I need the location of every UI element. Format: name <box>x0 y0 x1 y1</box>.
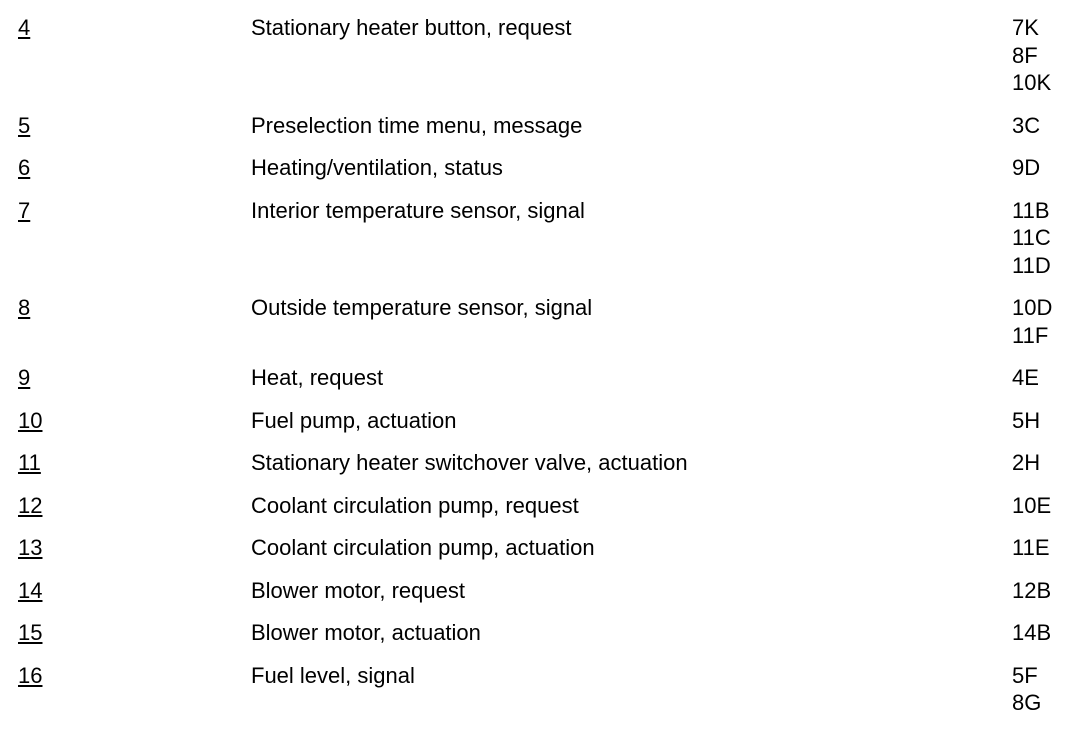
grid-coordinates <box>1012 577 1088 605</box>
grid-coordinate: 11D <box>1012 252 1051 278</box>
item-number-cell <box>0 154 251 182</box>
item-description: Heat, request <box>251 365 384 390</box>
item-number-link[interactable]: 11 <box>18 450 41 475</box>
item-number-cell <box>0 197 251 225</box>
item-description: Outside temperature sensor, signal <box>251 295 593 320</box>
grid-coordinates <box>1012 14 1088 97</box>
legend-row <box>0 577 1088 620</box>
item-number-cell <box>0 407 251 435</box>
item-number-link[interactable]: 12 <box>18 492 43 518</box>
item-number-link[interactable]: 8 <box>18 295 31 320</box>
legend-row <box>0 619 1088 662</box>
legend-row <box>0 154 1088 197</box>
item-number-cell <box>0 364 251 392</box>
grid-coordinates <box>1012 662 1088 717</box>
item-number-cell <box>0 492 251 520</box>
grid-coordinate: 5H <box>1012 407 1041 433</box>
grid-coordinate: 3C <box>1012 112 1041 138</box>
item-number-link[interactable]: 5 <box>18 112 31 138</box>
legend-row <box>0 364 1088 407</box>
item-description: Coolant circulation pump, actuation <box>251 535 595 560</box>
item-number-link[interactable]: 16 <box>18 662 43 688</box>
legend-table <box>0 14 1088 717</box>
item-description: Blower motor, request <box>251 577 465 603</box>
legend-row <box>0 492 1088 535</box>
legend-row <box>0 449 1088 492</box>
legend-row <box>0 197 1088 295</box>
grid-coordinates <box>1012 534 1088 562</box>
item-description: Stationary heater switchover valve, actuation <box>251 450 688 475</box>
grid-coordinate: 10D <box>1012 295 1053 320</box>
grid-coordinate: 4E <box>1012 365 1039 390</box>
item-number-link[interactable]: 7 <box>18 197 31 223</box>
grid-coordinates <box>1012 364 1088 392</box>
item-description: Blower motor, actuation <box>251 620 481 645</box>
item-number-link[interactable]: 14 <box>18 577 43 603</box>
grid-coordinate: 10E <box>1012 492 1052 518</box>
grid-coordinates <box>1012 449 1088 477</box>
grid-coordinate: 8F <box>1012 42 1038 68</box>
item-number-cell <box>0 294 251 322</box>
item-number-cell <box>0 619 251 647</box>
item-number-link[interactable]: 10 <box>18 407 43 433</box>
grid-coordinate: 2H <box>1012 450 1041 475</box>
grid-coordinate: 10K <box>1012 70 1052 95</box>
grid-coordinates <box>1012 619 1088 647</box>
grid-coordinate: 11C <box>1012 225 1051 250</box>
grid-coordinates <box>1012 154 1088 182</box>
item-number-link[interactable]: 9 <box>18 365 31 390</box>
legend-row <box>0 14 1088 112</box>
grid-coordinate: 5F <box>1012 662 1038 688</box>
grid-coordinates <box>1012 112 1088 140</box>
item-description: Fuel pump, actuation <box>251 407 457 433</box>
item-number-cell <box>0 534 251 562</box>
legend-row <box>0 534 1088 577</box>
grid-coordinates <box>1012 197 1088 280</box>
item-number-cell <box>0 577 251 605</box>
grid-coordinates <box>1012 407 1088 435</box>
grid-coordinate: 11F <box>1012 322 1049 348</box>
grid-coordinate: 14B <box>1012 620 1052 645</box>
legend-row <box>0 112 1088 155</box>
item-description: Coolant circulation pump, request <box>251 492 579 518</box>
legend-row <box>0 294 1088 364</box>
item-description: Stationary heater button, request <box>251 15 572 40</box>
grid-coordinate: 12B <box>1012 577 1052 603</box>
grid-coordinate: 8G <box>1012 690 1042 715</box>
item-number-link[interactable]: 13 <box>18 535 43 560</box>
item-number-link[interactable]: 15 <box>18 620 43 645</box>
item-description: Fuel level, signal <box>251 662 415 688</box>
grid-coordinates <box>1012 294 1088 349</box>
item-number-cell <box>0 662 251 690</box>
grid-coordinates <box>1012 492 1088 520</box>
item-number-link[interactable]: 4 <box>18 15 31 40</box>
grid-coordinate: 9D <box>1012 155 1041 180</box>
item-description: Interior temperature sensor, signal <box>251 197 585 223</box>
legend-row <box>0 407 1088 450</box>
legend-row <box>0 662 1088 717</box>
grid-coordinate: 11B <box>1012 197 1050 223</box>
item-description: Heating/ventilation, status <box>251 155 503 180</box>
item-number-cell <box>0 14 251 42</box>
item-number-link[interactable]: 6 <box>18 155 31 180</box>
item-number-cell <box>0 112 251 140</box>
item-number-cell <box>0 449 251 477</box>
grid-coordinate: 11E <box>1012 535 1050 560</box>
grid-coordinate: 7K <box>1012 15 1039 40</box>
item-description: Preselection time menu, message <box>251 112 583 138</box>
